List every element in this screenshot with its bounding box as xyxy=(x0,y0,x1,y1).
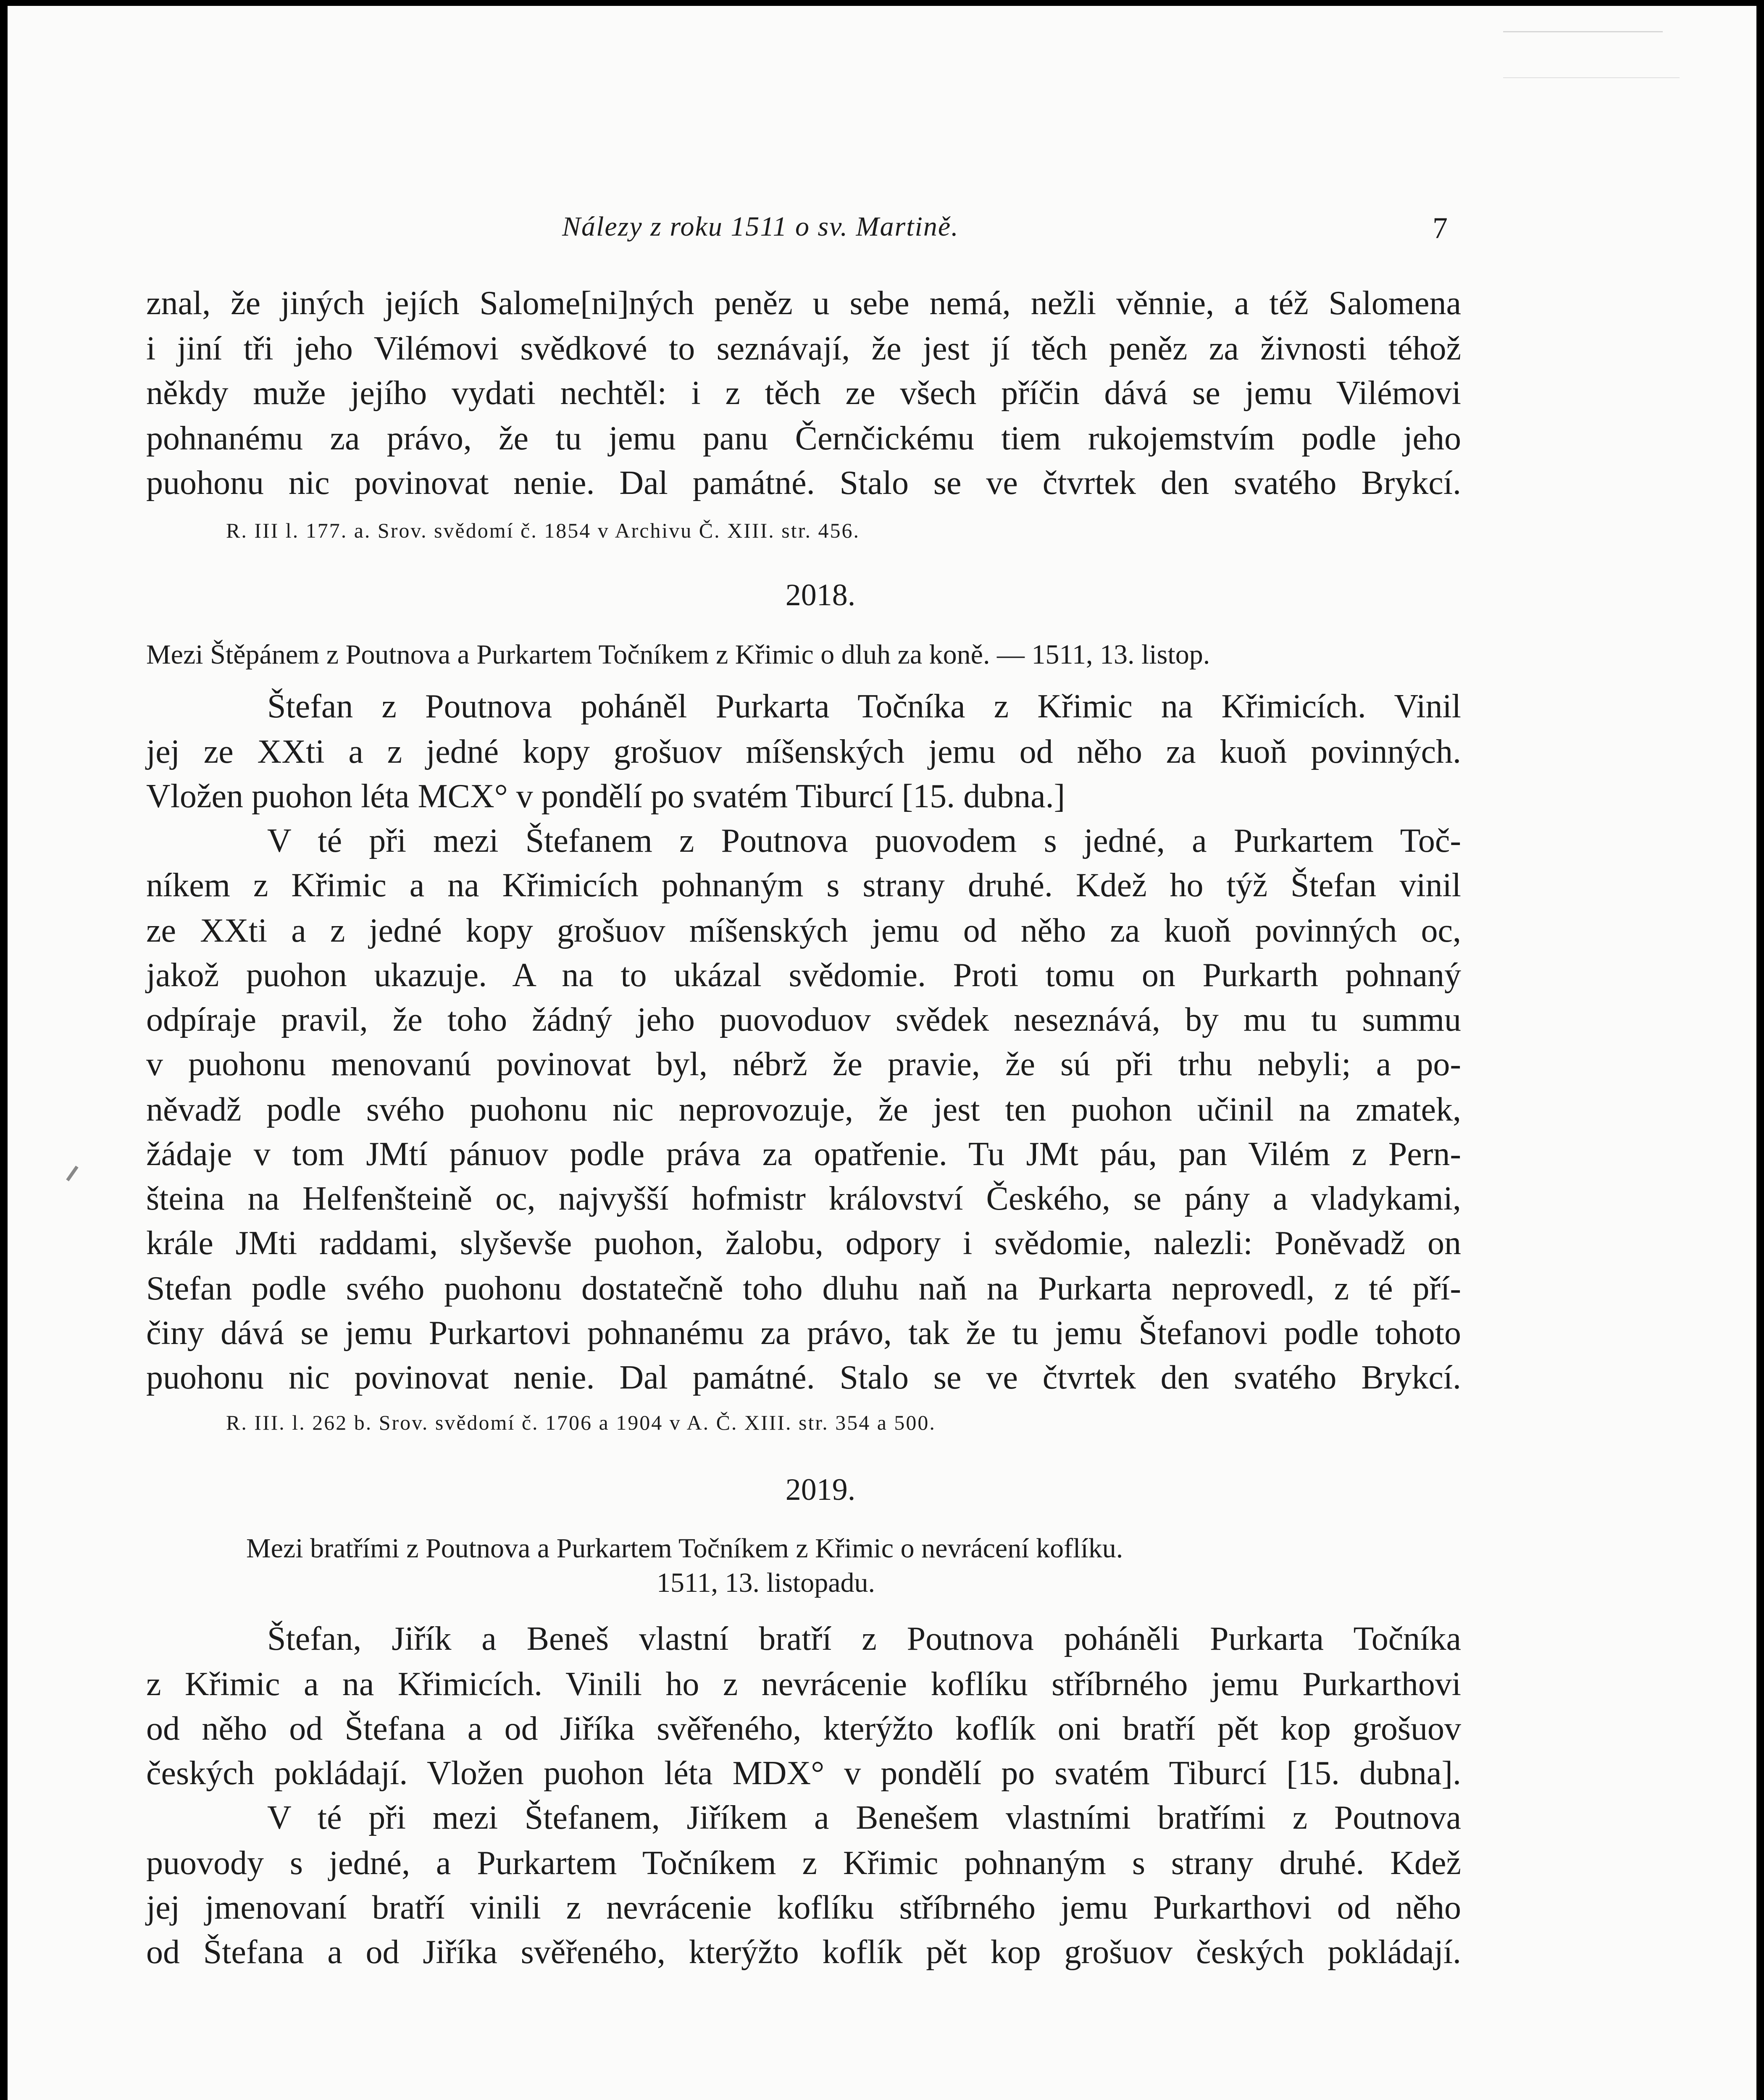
entry-number: 2019. xyxy=(785,1473,856,1507)
text-line: puohonu nic povinovat nenie. Dal památné. Stalo se ve čtvrtek den svatého Brykcí. xyxy=(146,1359,1461,1396)
text-line: znal, že jiných jejích Salome[ni]ných peněz u sebe nemá, nežli věnnie, a též Salomena xyxy=(146,285,1461,322)
text-line: puovody s jedné, a Purkartem Točníkem z Křimic pohnaným s strany druhé. Kdež xyxy=(146,1845,1461,1882)
text-line: od Štefana a od Jiříka svěřeného, kterýžto koflík pět kop grošuov českých pokládají. xyxy=(146,1934,1461,1971)
text-line: krále JMti raddami, slyševše puohon, žalobu, odpory i svědomie, nalezli: Poněvadž on xyxy=(146,1225,1461,1262)
text-line: činy dává se jemu Purkartovi pohnanému za právo, tak že tu jemu Štefanovi podle tohoto xyxy=(146,1315,1461,1352)
text-line: jej ze XXti a z jedné kopy grošuov míšenských jemu od něho za kuoň povinných. xyxy=(146,733,1461,770)
text-line: odpíraje pravil, že toho žádný jeho puovoduov svědek neseznává, by mu tu summu xyxy=(146,1001,1461,1038)
text-line: v puohonu menovanú povinovat byl, nébrž že pravie, že sú při trhu nebyli; a po- xyxy=(146,1046,1461,1083)
scan-mark xyxy=(66,1166,78,1181)
entry-number: 2018. xyxy=(785,578,856,612)
scanned-page xyxy=(8,6,1756,2100)
text-line: puohonu nic povinovat nenie. Dal památné. Stalo se ve čtvrtek den svatého Brykcí. xyxy=(146,465,1461,501)
scan-mark xyxy=(1503,31,1663,32)
archive-reference: R. III l. 177. a. Srov. svědomí č. 1854 v Archivu Č. XIII. str. 456. xyxy=(226,519,860,542)
entry-title: Mezi bratřími z Poutnova a Purkartem Točníkem z Křimic o nevrácení koflíku. xyxy=(246,1533,1123,1564)
text-line: Štefan z Poutnova poháněl Purkarta Točníka z Křimic na Křimicích. Vinil xyxy=(267,688,1461,725)
entry-title-date: 1511, 13. listopadu. xyxy=(657,1567,875,1598)
text-line: šteina na Helfenšteině oc, najvyšší hofmistr království Českého, se pány a vladykami, xyxy=(146,1180,1461,1217)
text-line: V té při mezi Štefanem, Jiříkem a Benešem vlastními bratřími z Poutnova xyxy=(267,1799,1461,1836)
text-line: pohnanému za právo, že tu jemu panu Černčickému tiem rukojemstvím podle jeho xyxy=(146,420,1461,457)
text-line: někdy muže jejího vydati nechtěl: i z těch ze všech příčin dává se jemu Vilémovi xyxy=(146,375,1461,412)
text-line: Stefan podle svého puohonu dostatečně toho dluhu naň na Purkarta neprovedl, z té pří- xyxy=(146,1270,1461,1307)
text-line: ze XXti a z jedné kopy grošuov míšenských jemu od něho za kuoň povinných oc, xyxy=(146,912,1461,949)
text-line: níkem z Křimic a na Křimicích pohnaným s strany druhé. Kdež ho týž Štefan vinil xyxy=(146,867,1461,904)
text-line: od něho od Štefana a od Jiříka svěřeného, kterýžto koflík oni bratří pět kop grošuov xyxy=(146,1710,1461,1747)
archive-reference: R. III. l. 262 b. Srov. svědomí č. 1706 a 1904 v A. Č. XIII. str. 354 a 500. xyxy=(226,1411,936,1434)
running-header: Nálezy z roku 1511 o sv. Martině. xyxy=(562,211,959,242)
text-line: Štefan, Jiřík a Beneš vlastní bratří z Poutnova poháněli Purkarta Točníka xyxy=(267,1620,1461,1657)
scan-mark xyxy=(1503,77,1680,78)
text-line: něvadž podle svého puohonu nic neprovozuje, že jest ten puohon učinil na zmatek, xyxy=(146,1091,1461,1128)
text-line: Vložen puohon léta MCX° v pondělí po svatém Tiburcí [15. dubna.] xyxy=(146,778,1065,815)
text-line: jakož puohon ukazuje. A na to ukázal svědomie. Proti tomu on Purkarth pohnaný xyxy=(146,957,1461,994)
page-number: 7 xyxy=(1433,211,1448,245)
text-line: i jiní tři jeho Vilémovi svědkové to seznávají, že jest jí těch peněz za živnosti téhož xyxy=(146,330,1461,367)
text-line: žádaje v tom JMtí pánuov podle práva za opatřenie. Tu JMt páu, pan Vilém z Pern- xyxy=(146,1136,1461,1173)
entry-title: Mezi Štěpánem z Poutnova a Purkartem Točníkem z Křimic o dluh za koně. — 1511, 13. listop. xyxy=(146,639,1210,670)
text-line: českých pokládají. Vložen puohon léta MDX° v pondělí po svatém Tiburcí [15. dubna]. xyxy=(146,1755,1461,1792)
text-line: jej jmenovaní bratří vinili z nevrácenie koflíku stříbrného jemu Purkarthovi od něho xyxy=(146,1889,1461,1926)
text-line: V té při mezi Štefanem z Poutnova puovodem s jedné, a Purkartem Toč- xyxy=(267,822,1461,859)
text-line: z Křimic a na Křimicích. Vinili ho z nevrácenie koflíku stříbrného jemu Purkarthovi xyxy=(146,1666,1461,1703)
